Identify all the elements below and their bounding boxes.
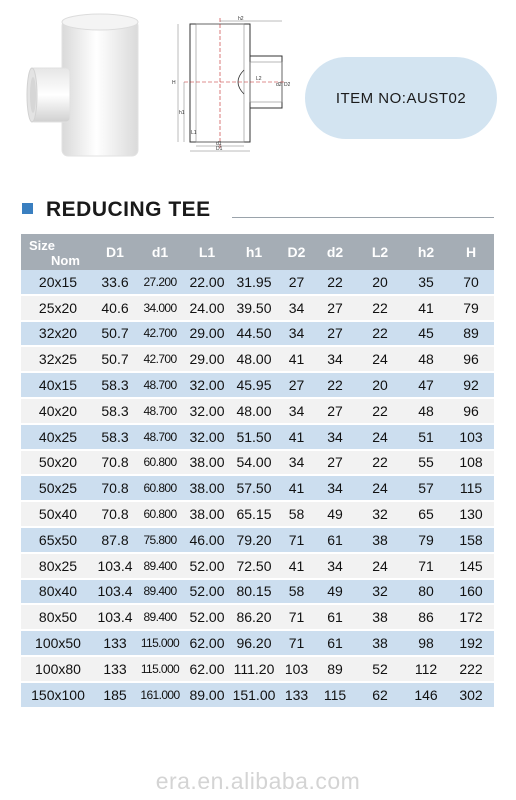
cell-h2: 55 [404,451,448,477]
cell-h: 96 [448,347,494,373]
cell-h: 103 [448,425,494,451]
cell-d1-outer: 185 [95,683,135,709]
cell-d1-inner: 89.400 [135,580,185,606]
cell-size: 40x20 [21,399,95,425]
cell-d1-outer: 133 [95,657,135,683]
cell-d2-inner: 27 [314,399,356,425]
table-row [21,554,494,580]
cell-h2: 146 [404,683,448,709]
cell-h: 302 [448,683,494,709]
cell-l1: 62.00 [185,631,229,657]
cell-h1: 51.50 [229,425,279,451]
cell-d2-inner: 34 [314,554,356,580]
cell-d1-outer: 103.4 [95,554,135,580]
cell-h2: 51 [404,425,448,451]
cell-h1: 72.50 [229,554,279,580]
cell-d2-inner: 61 [314,631,356,657]
cell-d1-outer: 58.3 [95,425,135,451]
cell-d2-outer: 71 [279,631,314,657]
cell-d1-inner: 48.700 [135,425,185,451]
cell-h1: 111.20 [229,657,279,683]
drawing-label-l2: L2 [256,76,262,82]
table-row [21,322,494,348]
header-d1-inner: d1 [135,234,185,270]
cell-d1-inner: 42.700 [135,322,185,348]
cell-d1-inner: 60.800 [135,502,185,528]
cell-d2-inner: 61 [314,528,356,554]
cell-d2-outer: 41 [279,476,314,502]
cell-l1: 46.00 [185,528,229,554]
cell-h: 92 [448,373,494,399]
cell-size: 25x20 [21,296,95,322]
cell-d1-inner: 34.000 [135,296,185,322]
cell-d1-inner: 27.200 [135,270,185,296]
cell-d2-inner: 61 [314,605,356,631]
header-divider [232,217,494,218]
cell-h2: 71 [404,554,448,580]
table-row [21,605,494,631]
table-row [21,399,494,425]
cell-d1-outer: 70.8 [95,476,135,502]
cell-d1-inner: 48.700 [135,399,185,425]
cell-h2: 112 [404,657,448,683]
cell-h: 96 [448,399,494,425]
cell-l1: 29.00 [185,322,229,348]
cell-d1-inner: 115.000 [135,631,185,657]
cell-l1: 62.00 [185,657,229,683]
cell-d2-inner: 49 [314,502,356,528]
cell-h1: 86.20 [229,605,279,631]
cell-h1: 44.50 [229,322,279,348]
cell-d1-inner: 48.700 [135,373,185,399]
cell-d2-inner: 22 [314,270,356,296]
cell-size: 150x100 [21,683,95,709]
cell-size: 32x20 [21,322,95,348]
drawing-label-d2-inner: d2 [276,82,282,88]
cell-h1: 79.20 [229,528,279,554]
table-header-row [21,234,494,270]
cell-d2-outer: 71 [279,605,314,631]
cell-l1: 38.00 [185,502,229,528]
section-header [22,198,494,220]
cell-d1-inner: 115.000 [135,657,185,683]
table-row [21,657,494,683]
cell-l1: 52.00 [185,554,229,580]
cell-d1-outer: 103.4 [95,605,135,631]
cell-h2: 35 [404,270,448,296]
cell-d2-outer: 27 [279,373,314,399]
cell-l1: 22.00 [185,270,229,296]
cell-d2-inner: 115 [314,683,356,709]
section-title: REDUCING TEE [46,198,211,221]
cell-h1: 57.50 [229,476,279,502]
item-number-badge [305,57,497,139]
cell-h2: 48 [404,347,448,373]
cell-l2: 20 [356,373,404,399]
cell-d2-inner: 34 [314,347,356,373]
cell-d1-inner: 89.400 [135,554,185,580]
cell-d2-inner: 22 [314,373,356,399]
cell-h1: 96.20 [229,631,279,657]
header-h2: h2 [404,234,448,270]
table-row [21,425,494,451]
cell-h1: 39.50 [229,296,279,322]
cell-h: 172 [448,605,494,631]
cell-l2: 52 [356,657,404,683]
cell-h2: 41 [404,296,448,322]
table-row [21,683,494,709]
cell-d1-outer: 87.8 [95,528,135,554]
technical-drawing [160,14,290,154]
accent-square-icon [22,203,33,214]
table-row [21,270,494,296]
cell-d2-outer: 34 [279,322,314,348]
cell-d2-outer: 58 [279,502,314,528]
cell-h: 79 [448,296,494,322]
drawing-label-h: H [172,80,176,86]
table-row [21,476,494,502]
header-nom: Nom [51,253,80,268]
cell-h2: 57 [404,476,448,502]
cell-l2: 22 [356,451,404,477]
table-row [21,347,494,373]
item-number-text: ITEM NO:AUST02 [335,89,467,107]
header-h: H [448,234,494,270]
cell-d1-outer: 50.7 [95,322,135,348]
cell-d1-inner: 42.700 [135,347,185,373]
table-row [21,528,494,554]
cell-l2: 38 [356,528,404,554]
cell-size: 50x20 [21,451,95,477]
cell-h: 222 [448,657,494,683]
cell-l2: 62 [356,683,404,709]
cell-l1: 89.00 [185,683,229,709]
cell-size: 100x80 [21,657,95,683]
cell-h2: 79 [404,528,448,554]
dimension-table [21,234,494,709]
cell-d1-outer: 40.6 [95,296,135,322]
cell-h: 158 [448,528,494,554]
cell-l2: 32 [356,502,404,528]
header-d2-outer: D2 [279,234,314,270]
header-h1: h1 [229,234,279,270]
drawing-label-h1: h1 [179,110,185,116]
cell-h: 145 [448,554,494,580]
header-d2-inner: d2 [314,234,356,270]
cell-d1-outer: 70.8 [95,451,135,477]
table-row [21,631,494,657]
cell-h1: 54.00 [229,451,279,477]
cell-d2-inner: 27 [314,451,356,477]
reducing-tee-photo [26,12,150,162]
header-size-nom [21,234,95,270]
cell-size: 50x25 [21,476,95,502]
cell-d2-outer: 41 [279,554,314,580]
table-row [21,373,494,399]
cell-l1: 52.00 [185,580,229,606]
cell-h2: 98 [404,631,448,657]
cell-d2-outer: 58 [279,580,314,606]
cell-size: 20x15 [21,270,95,296]
header-l1: L1 [185,234,229,270]
cell-h2: 48 [404,399,448,425]
cell-l1: 38.00 [185,451,229,477]
header-size: Size [29,238,56,253]
table-row [21,502,494,528]
cell-d2-outer: 103 [279,657,314,683]
cell-size: 50x40 [21,502,95,528]
cell-h1: 80.15 [229,580,279,606]
cell-h1: 48.00 [229,347,279,373]
cell-l2: 22 [356,399,404,425]
cell-d1-outer: 58.3 [95,399,135,425]
cell-size: 100x50 [21,631,95,657]
cell-l1: 38.00 [185,476,229,502]
cell-l1: 32.00 [185,399,229,425]
cell-d1-outer: 33.6 [95,270,135,296]
cell-d2-inner: 49 [314,580,356,606]
cell-h2: 65 [404,502,448,528]
cell-h2: 86 [404,605,448,631]
cell-size: 32x25 [21,347,95,373]
cell-d1-inner: 161.000 [135,683,185,709]
header-l2: L2 [356,234,404,270]
cell-h: 160 [448,580,494,606]
cell-l1: 29.00 [185,347,229,373]
cell-d1-inner: 75.800 [135,528,185,554]
cell-l2: 38 [356,631,404,657]
cell-d2-outer: 41 [279,347,314,373]
cell-d1-outer: 50.7 [95,347,135,373]
cell-l2: 22 [356,322,404,348]
cell-d2-outer: 34 [279,399,314,425]
cell-d2-inner: 27 [314,296,356,322]
table-row [21,296,494,322]
cell-h2: 45 [404,322,448,348]
cell-l2: 32 [356,580,404,606]
cell-size: 40x15 [21,373,95,399]
cell-l2: 22 [356,296,404,322]
cell-l2: 38 [356,605,404,631]
cell-size: 80x40 [21,580,95,606]
table-row [21,451,494,477]
cell-h: 130 [448,502,494,528]
cell-h1: 31.95 [229,270,279,296]
cell-d2-outer: 34 [279,296,314,322]
table-row [21,580,494,606]
cell-size: 65x50 [21,528,95,554]
cell-d2-outer: 41 [279,425,314,451]
cell-h1: 45.95 [229,373,279,399]
cell-d2-inner: 34 [314,425,356,451]
cell-h: 192 [448,631,494,657]
cell-d1-outer: 70.8 [95,502,135,528]
cell-d2-outer: 34 [279,451,314,477]
cell-h1: 65.15 [229,502,279,528]
cell-l2: 24 [356,554,404,580]
cell-d1-outer: 103.4 [95,580,135,606]
cell-l1: 32.00 [185,373,229,399]
cell-d1-inner: 89.400 [135,605,185,631]
cell-l1: 24.00 [185,296,229,322]
cell-l2: 20 [356,270,404,296]
cell-d2-inner: 34 [314,476,356,502]
drawing-label-l1: L1 [191,130,197,136]
header-d1-outer: D1 [95,234,135,270]
cell-l2: 24 [356,347,404,373]
cell-d2-outer: 27 [279,270,314,296]
cell-h2: 80 [404,580,448,606]
cell-h2: 47 [404,373,448,399]
drawing-label-d1-inner: d1 [216,141,222,147]
cell-size: 80x50 [21,605,95,631]
cell-d2-inner: 27 [314,322,356,348]
cell-l1: 32.00 [185,425,229,451]
drawing-label-d1-outer: D1 [216,146,223,152]
cell-d1-outer: 133 [95,631,135,657]
watermark-text: era.en.alibaba.com [155,768,361,794]
drawing-label-h2: h2 [238,16,244,22]
cell-size: 80x25 [21,554,95,580]
table-body [21,270,494,709]
cell-d2-outer: 133 [279,683,314,709]
cell-d1-inner: 60.800 [135,451,185,477]
cell-d1-outer: 58.3 [95,373,135,399]
cell-l1: 52.00 [185,605,229,631]
cell-d1-inner: 60.800 [135,476,185,502]
cell-size: 40x25 [21,425,95,451]
cell-h1: 48.00 [229,399,279,425]
cell-h1: 151.00 [229,683,279,709]
cell-h: 89 [448,322,494,348]
cell-h: 70 [448,270,494,296]
cell-l2: 24 [356,425,404,451]
cell-d2-outer: 71 [279,528,314,554]
cell-h: 115 [448,476,494,502]
cell-l2: 24 [356,476,404,502]
drawing-label-d2-outer: D2 [284,82,290,88]
cell-h: 108 [448,451,494,477]
cell-d2-inner: 89 [314,657,356,683]
